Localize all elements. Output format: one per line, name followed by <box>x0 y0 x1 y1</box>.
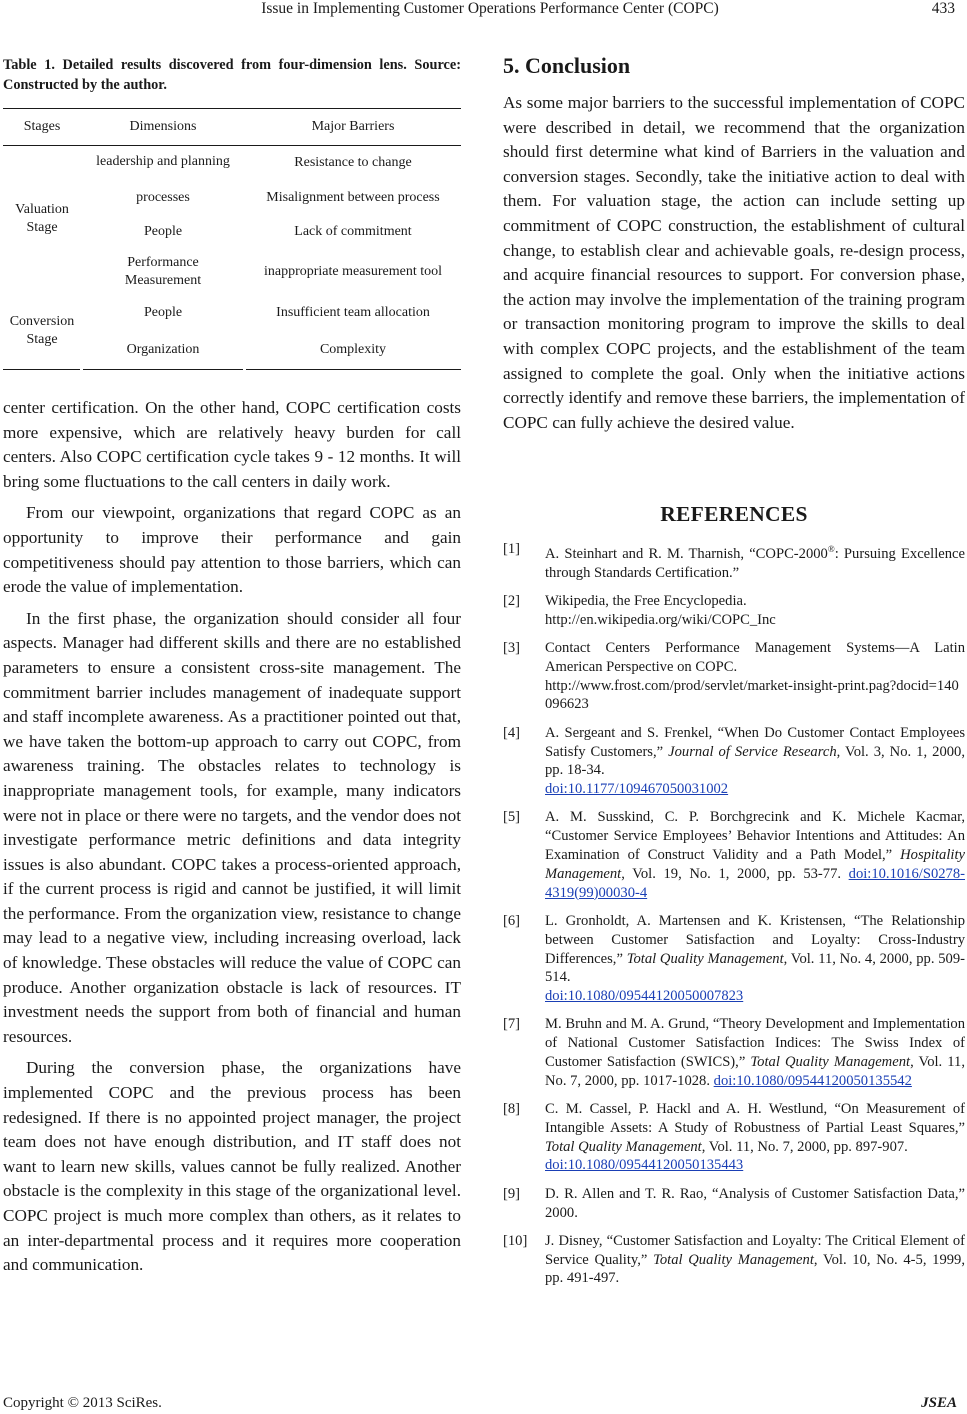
reference-number: [10] <box>503 1232 528 1249</box>
table-cell-barrier: Complexity <box>319 342 387 357</box>
running-head: Issue in Implementing Customer Operations Performance Center (COPC) <box>261 0 719 17</box>
reference-number: [3] <box>503 640 521 657</box>
reference-number: [5] <box>503 809 521 826</box>
reference-doi-link[interactable]: doi:10.1080/09544120050007823 <box>545 988 744 1005</box>
reference-number: [2] <box>503 592 521 609</box>
table-header-rule <box>3 145 461 146</box>
conclusion-body <box>503 91 965 435</box>
table-header-stages: Stages <box>23 119 61 134</box>
reference-doi-link[interactable]: doi:10.1177/109467050031002 <box>545 781 729 798</box>
table-cell-barrier: inappropriate measurement tool <box>263 264 443 279</box>
table-top-rule <box>3 108 461 109</box>
reference-item: [8] C. M. Cassel, P. Hackl and A. H. Westlund, “On Measurement of Intangible Assets: A Study of Robustness of Partial Least Squares,” Total Quality Management, Vol. 11, No. 7, 2000, pp. 897-907. doi:10.1080/09544120050135443 <box>503 1101 965 1174</box>
references-list <box>503 540 965 1298</box>
table-cell-barrier: Lack of commitment <box>294 224 412 239</box>
table-header-barriers: Major Barriers <box>311 119 395 134</box>
reference-doi-link[interactable]: doi:10.1016/S0278-4319(99)00030-4 <box>545 865 965 901</box>
table-cell-dimension: People <box>143 224 183 239</box>
table-cell-barrier: Resistance to change <box>294 155 412 170</box>
table-cell-dimension: Organization <box>126 342 200 357</box>
section-heading: 5. Conclusion <box>503 53 631 78</box>
table-cell-barrier: Misalignment between process <box>266 190 440 205</box>
body-paragraph: From our viewpoint, organizations that regard COPC as an opportunity to improve their performance and gain competitiveness should pay attention to those barriers, which can erode the value of implementation. <box>3 503 461 597</box>
left-column-body <box>3 396 461 1278</box>
reference-doi-link[interactable]: doi:10.1080/09544120050135542 <box>713 1072 912 1089</box>
page-number: 433 <box>931 0 955 17</box>
reference-item: [10] J. Disney, “Customer Satisfaction and Loyalty: The Critical Element of Service Quality,” Total Quality Management, Vol. 10, No. 4-5, 1999, pp. 491-497. <box>503 1232 965 1287</box>
table-cell-dimension: Performance Measurement <box>124 255 202 288</box>
reference-number: [9] <box>503 1185 521 1202</box>
table-cell-dimension: leadership and planning <box>96 154 230 169</box>
stage-valuation: Valuation Stage <box>15 202 69 235</box>
table-header-dimensions: Dimensions <box>129 119 197 134</box>
conclusion-paragraph: As some major barriers to the successful implementation of COPC were described in detail, we recommend that the organization should first determine what kind of Barriers in the valuation and conversion stages. Secondly, take the initiative action to deal with them. For valuation stage, the action can include setting up commitment of COPC construction, the establishment of cultural change, to establish clear and achievable goals, re-design process, and acquire financial resources to support. For conversion phase, the action may involve the implementation of the training program or transaction monitoring program to improve the skills to deal with complex COPC projects, and the establishment of the team assigned to complete the goal. Only when the initiative actions correctly identify and remove these barriers, the implementation of COPC can fully achieve the desired value. <box>503 93 965 432</box>
table-cell-dimension: processes <box>136 190 190 205</box>
table-bottom-rule <box>246 369 461 370</box>
reference-doi-link[interactable]: doi:10.1080/09544120050135443 <box>545 1157 744 1174</box>
table-bottom-rule <box>83 369 243 370</box>
table-cell-barrier: Insufficient team allocation <box>276 305 430 320</box>
body-paragraph: During the conversion phase, the organizations have implemented COPC and the previous process has been redesigned. If there is no appointed project manager, the project team does not have enough distribution, and IT staff does not want to learn new skills, values cannot be fully realized. Another obstacle is the complexity in this stage of the organizational level. COPC project is much more complex than others, as it relates to an inter-departmental process and it requires more cooperation and communication. <box>3 1058 461 1275</box>
reference-number: [8] <box>503 1101 521 1118</box>
reference-url[interactable]: http://en.wikipedia.org/wiki/COPC_Inc <box>545 611 776 628</box>
reference-item: [7] M. Bruhn and M. A. Grund, “Theory Development and Implementation of National Customer Satisfaction Indices: The Swiss Index of Customer Satisfaction (SWICS),” Total Quality Management, Vol. 11, No. 7, 2000, pp. 1017-1028. doi:10.1080/09544120050135542 <box>503 1016 966 1089</box>
table-caption: Table 1. Detailed results discovered from four-dimension lens. Source: Constructed by the author. <box>3 57 461 93</box>
reference-item: [1] A. Steinhart and R. M. Tharnish, “COPC-2000®: Pursuing Excellence through Standards Certification.” <box>503 541 965 581</box>
reference-item: [9] D. R. Allen and T. R. Rao, “Analysis of Customer Satisfaction Data,” 2000. <box>503 1185 965 1221</box>
copyright-footer: Copyright © 2013 SciRes. <box>3 1395 162 1411</box>
body-paragraph: In the first phase, the organization should consider all four aspects. Manager had different skills and there are no established parameters to ensure a consistent cross-site management. The commitment barrier includes management of inadequate support and staff incomplete awareness. As a practitioner pointed out that, we have taken the bottom-up approach to carry out COPC, from awareness training. The obstacles relates to technology is inappropriate management tools, for example, many indicators were not in place or there were no targets, and the vendor does not investigate performance metric definitions and data integrity issues is also abundant. COPC takes a process-oriented approach, if the current process is rigid and cannot be justified, it will limit the performance. From the organization view, resistance to change may lead to a negative view, including increasing overload, lack of knowledge. These obstacles will reduce the value of COPC can produce. Another organization obstacle is lack of resources. IT investment needs the support from both of financial and human resources. <box>3 608 461 1046</box>
body-paragraph: center certification. On the other hand, COPC certification costs more expensive, which are relatively heavy burden for call centers. Also COPC certification cycle takes 9 - 12 months. It will bring some fluctuations to the call centers in daily work. <box>3 398 461 491</box>
reference-item: [6] L. Gronholdt, A. Martensen and K. Kristensen, “The Relationship between Customer Satisfaction and Loyalty: Cross-Industry Differences,” Total Quality Management, Vol. 11, No. 4, 2000, pp. 509-514. doi:10.1080/09544120050007823 <box>503 912 965 1005</box>
reference-number: [7] <box>503 1016 521 1033</box>
reference-item: [2] Wikipedia, the Free Encyclopedia. http://en.wikipedia.org/wiki/COPC_Inc <box>503 592 965 630</box>
table-bottom-rule <box>3 369 80 370</box>
reference-item: [3] Contact Centers Performance Management Systems—A Latin American Perspective on COPC. http://www.frost.com/prod/servlet/market-insight-print.pag?docid=140096623 <box>503 640 965 713</box>
table-cell-dimension: People <box>143 305 183 320</box>
stage-conversion: Conversion Stage <box>9 314 75 347</box>
reference-number: [1] <box>503 541 521 557</box>
reference-number: [4] <box>503 724 521 741</box>
reference-item: [4] A. Sergeant and S. Frenkel, “When Do Customer Contact Employees Satisfy Customers,” Journal of Service Research, Vol. 3, No. 1, 2000, pp. 18-34. doi:10.1177/109467050031002 <box>503 724 965 798</box>
reference-item: [5] A. M. Susskind, C. P. Borchgrecink and K. Michele Kacmar, “Customer Service Employees’ Behavior Intentions and Attitudes: An Examination of Construct Validity and a Path Model,” Hospitality Management, Vol. 19, No. 1, 2000, pp. 53-77. doi:10.1016/S0278-4319(99)00030-4 <box>503 809 965 901</box>
reference-url[interactable]: http://www.frost.com/prod/servlet/market-insight-print.pag?docid=140096623 <box>545 677 959 713</box>
references-heading: REFERENCES <box>660 502 808 526</box>
journal-abbrev: JSEA <box>921 1395 957 1411</box>
reference-number: [6] <box>503 912 521 929</box>
